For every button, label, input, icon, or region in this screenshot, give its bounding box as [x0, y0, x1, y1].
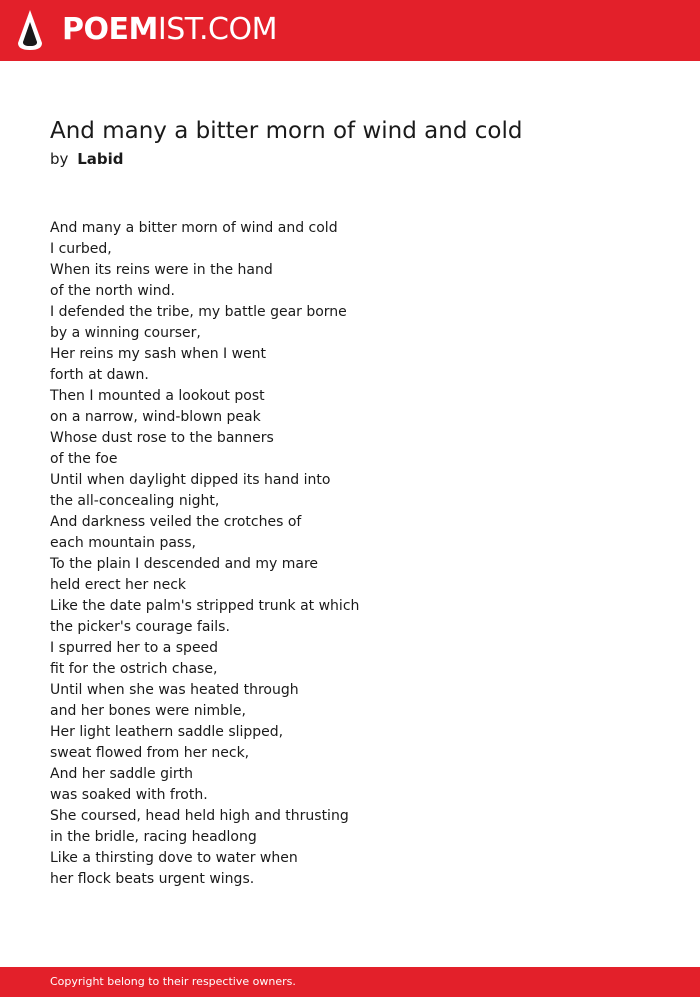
by-label: by — [50, 150, 69, 168]
poem-line: Like the date palm's stripped trunk at which — [50, 598, 360, 614]
poem-line: And many a bitter morn of wind and cold — [50, 220, 338, 236]
logo-text-bold: POEM — [62, 12, 158, 47]
poem-line: sweat flowed from her neck, — [50, 745, 250, 761]
poem-line: was soaked with froth. — [50, 787, 208, 803]
poem-line: Her light leathern saddle slipped, — [50, 724, 284, 740]
poem-line: Like a thirsting dove to water when — [50, 850, 298, 866]
poem-line: I curbed, — [50, 241, 112, 257]
poem-line: And her saddle girth — [50, 766, 193, 782]
poem-line: I spurred her to a speed — [50, 640, 219, 656]
byline — [50, 148, 123, 170]
site-footer — [0, 967, 700, 997]
site-logo[interactable] — [62, 12, 277, 48]
poem-line: on a narrow, wind-blown peak — [50, 409, 261, 425]
poem-line: To the plain I descended and my mare — [50, 556, 319, 572]
poem-line: forth at dawn. — [50, 367, 149, 383]
poem-line: each mountain pass, — [50, 535, 196, 551]
poem-body — [50, 218, 650, 890]
poem-line: in the bridle, racing headlong — [50, 829, 257, 845]
poem-line: And darkness veiled the crotches of — [50, 514, 302, 530]
poem-line: of the north wind. — [50, 283, 175, 299]
poem-line: I defended the tribe, my battle gear borne — [50, 304, 347, 320]
poem-line: She coursed, head held high and thrusting — [50, 808, 349, 824]
author-name: Labid — [77, 150, 124, 168]
copyright-text: Copyright belong to their respective owners. — [50, 975, 296, 988]
poem-line: Until when she was heated through — [50, 682, 299, 698]
poem-line: of the foe — [50, 451, 118, 467]
poem-line: held erect her neck — [50, 577, 187, 593]
pencil-tip-icon — [17, 9, 43, 51]
poem-line: Until when daylight dipped its hand into — [50, 472, 331, 488]
poem-line: the all-concealing night, — [50, 493, 220, 509]
poem-line: by a winning courser, — [50, 325, 201, 341]
logo-text-light: IST.COM — [157, 12, 277, 47]
poem-line: her flock beats urgent wings. — [50, 871, 255, 887]
poem-title: And many a bitter morn of wind and cold — [50, 118, 523, 144]
poem-line: and her bones were nimble, — [50, 703, 246, 719]
poem-line: Then I mounted a lookout post — [50, 388, 265, 404]
site-header — [0, 0, 700, 61]
poem-line: Her reins my sash when I went — [50, 346, 267, 362]
poem-line: Whose dust rose to the banners — [50, 430, 274, 446]
poem-line: When its reins were in the hand — [50, 262, 273, 278]
poem-line: the picker's courage fails. — [50, 619, 230, 635]
poem-line: fit for the ostrich chase, — [50, 661, 218, 677]
